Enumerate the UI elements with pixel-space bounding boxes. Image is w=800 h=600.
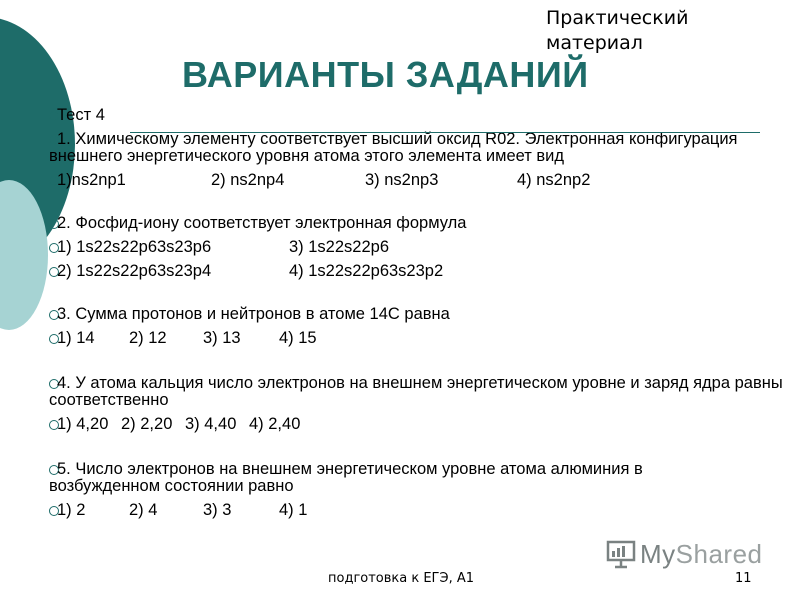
divider-line <box>130 132 760 133</box>
option: 4) 15 <box>279 329 317 347</box>
question-4-text: 4. У атома кальция число электронов на внешнем энергетическом уровне и заряд ядра равны соответственно <box>49 374 783 409</box>
myshared-logo <box>606 537 763 571</box>
option: 1) 4,20 <box>57 415 109 433</box>
question-1-text: 1. Химическому элементу соответствует высший оксид R02. Электронная конфигурация внешнего энергетического уровня атома этого элемента имеет вид <box>49 130 738 165</box>
option: 2) ns2np4 <box>211 171 285 189</box>
option: 1)ns2np1 <box>57 171 126 189</box>
logo-text: MyShared <box>640 538 763 569</box>
footer-text: подготовка к ЕГЭ, А1 <box>328 571 474 586</box>
question-4-options <box>49 416 789 433</box>
question-3-options <box>49 330 789 347</box>
question-5 <box>49 461 749 495</box>
option: 4) 1s22s22p63s23p2 <box>289 262 444 280</box>
option: 4) 2,40 <box>249 415 301 433</box>
option: 4) ns2np2 <box>517 171 591 189</box>
question-2 <box>49 215 789 232</box>
question-5-options <box>49 502 789 519</box>
option: 2) 12 <box>129 329 167 347</box>
option: 1) 2 <box>57 501 86 519</box>
question-2-text: 2. Фосфид-иону соответствует электронная формула <box>57 214 467 232</box>
question-5-text: 5. Число электронов на внешнем энергетическом уровне атома алюминия в возбужденном состоянии равно <box>49 460 643 495</box>
option: 4) 1 <box>279 501 308 519</box>
option: 3) 3 <box>203 501 232 519</box>
option: 2) 1s22s22p63s23p4 <box>57 262 212 280</box>
question-2-options-row-2 <box>49 263 789 280</box>
presentation-board-icon <box>606 539 636 569</box>
page-number: 11 <box>735 571 752 586</box>
option: 1) 1s22s22p63s23p6 <box>57 238 212 256</box>
option: 2) 2,20 <box>121 415 173 433</box>
test-title-line <box>49 107 789 124</box>
question-3-text: 3. Сумма протонов и нейтронов в атоме 14С равна <box>57 305 450 323</box>
question-2-options-row-1 <box>49 239 789 256</box>
option: 1) 14 <box>57 329 95 347</box>
option: 3) 4,40 <box>185 415 237 433</box>
test-title: Тест 4 <box>57 106 105 124</box>
option: 3) 13 <box>203 329 241 347</box>
slide-title: ВАРИАНТЫ ЗАДАНИЙ <box>182 54 589 95</box>
question-4 <box>49 375 789 409</box>
question-1 <box>49 131 779 165</box>
option: 3) 1s22s22p6 <box>289 238 389 256</box>
question-1-options <box>49 172 789 189</box>
option: 3) ns2np3 <box>365 171 439 189</box>
question-3 <box>49 306 789 323</box>
option: 2) 4 <box>129 501 158 519</box>
section-label: Практический материал <box>546 7 689 54</box>
